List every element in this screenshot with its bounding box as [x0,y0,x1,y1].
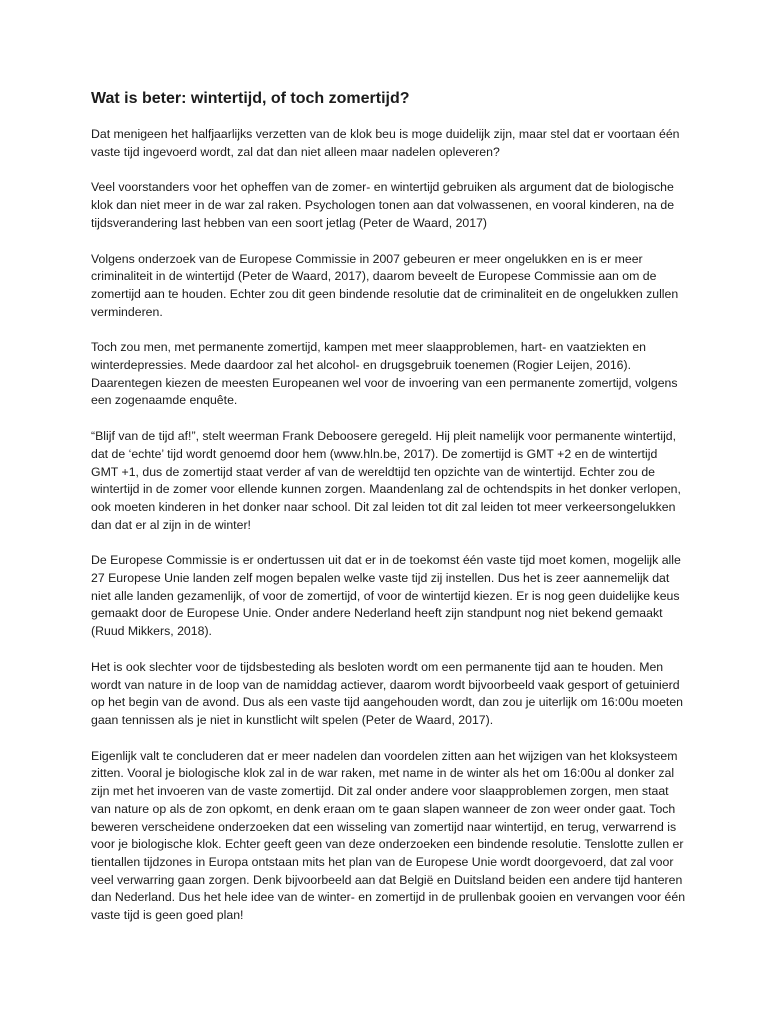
paragraph-biological-clock: Veel voorstanders voor het opheffen van de zomer- en wintertijd gebruiken als argument dat de biologische klok dan niet meer in de war zal raken. Psychologen tonen aan dat volwassenen, en vooral kinderen, na de tijdsverandering last hebben van een soort jetlag (Peter de Waard, 2017) [91,180,675,230]
document-body [91,126,687,943]
paragraph-one-fixed-time: De Europese Commissie is er ondertussen uit dat er in de toekomst één vaste tijd moet komen, mogelijk alle 27 Europese Unie landen zelf mogen bepalen welke vaste tijd zij instellen. Dus het is zeer aannemelijk dat niet alle landen gezamenlijk, of voor de zomertijd, of voor de wintertijd kiezen. Er is nog geen duidelijke keus gemaakt door de Europese Unie. Onder andere Nederland heeft zijn standpunt nog niet bekend gemaakt (Ruud Mikkers, 2018). [91,553,681,639]
paragraph-european-commission-research: Volgens onderzoek van de Europese Commissie in 2007 gebeuren er meer ongelukken en is er meer criminaliteit in de wintertijd (Peter de Waard, 2017), daarom beveelt de Europese Commissie aan om de zomertijd aan te houden. Echter zou dit geen bindende resolutie dat de criminaliteit en de ongelukken zullen verminderen. [91,251,679,319]
document-title: Wat is beter: wintertijd, of toch zomertijd? [91,90,410,107]
paragraph-time-spending: Het is ook slechter voor de tijdsbesteding als besloten wordt om een permanente tijd aan te houden. Men wordt van nature in de loop van de namiddag actiever, daarom wordt bijvoorbeeld vaak gesport of getuinierd op het begin van de avond. Dus als een vaste tijd aangehouden wordt, dan zou je uiterlijk om 16:00u moeten gaan tennissen als je niet in kunstlicht wilt spelen (Peter de Waard, 2017). [91,659,684,727]
paragraph-deboosere-quote: “Blijf van de tijd af!”, stelt weerman Frank Deboosere geregeld. Hij pleit namelijk voor permanente wintertijd, dat de ‘echte’ tijd wordt genoemd door hem (www.hln.be, 2017). De zomertijd is GMT +2 en de wintertijd GMT +1, dus de zomertijd staat verder af van de wereldtijd ten opzichte van de wintertijd. Echter zou de wintertijd in de zomer voor ellende kunnen zorgen. Maandenlang zal de ochtendspits in het donker verlopen, ook moeten kinderen in het donker naar school. Dit zal leiden tot dit zal leiden tot meer verkeersongelukken dan dat er al zijn in de winter! [91,429,681,532]
paragraph-intro: Dat menigeen het halfjaarlijks verzetten van de klok beu is moge duidelijk zijn, maar stel dat er voortaan één vaste tijd ingevoerd wordt, zal dat dan niet alleen maar nadelen opleveren? [91,127,680,159]
paragraph-conclusion: Eigenlijk valt te concluderen dat er meer nadelen dan voordelen zitten aan het wijzigen van het kloksysteem zitten. Vooral je biologische klok zal in de war raken, met name in de winter als het om 16:00u al donker zal zijn met het invoeren van de vaste zomertijd. Dit zal onder andere voor slaapproblemen zorgen, men staat van nature op als de zon opkomt, en denk eraan om te gaan slapen wanneer de zon weer onder gaat. Toch beweren verscheidene onderzoeken dat een wisseling van zomertijd naar wintertijd, en terug, verwarrend is voor je biologische klok. Echter geeft geen van deze onderzoeken een bindende resolutie. Tenslotte zullen er tientallen tijdzones in Europa ontstaan mits het plan van de Europese Unie wordt doorgevoerd, dat zal voor veel verwarring gaan zorgen. Denk bijvoorbeeld aan dat België en Duitsland beiden een andere tijd hanteren dan Nederland. Dus het hele idee van de winter- en zomertijd in de prullenbak gooien en vervangen voor één vaste tijd is geen goed plan! [91,748,686,923]
paragraph-permanent-summertime: Toch zou men, met permanente zomertijd, kampen met meer slaapproblemen, hart- en vaatziekten en winterdepressies. Mede daardoor zal het alcohol- en drugsgebruik toenemen (Rogier Leijen, 2016). Daarentegen kiezen de meesten Europeanen wel voor de invoering van een permanente zomertijd, volgens een zogenaamde enquête. [91,340,678,408]
